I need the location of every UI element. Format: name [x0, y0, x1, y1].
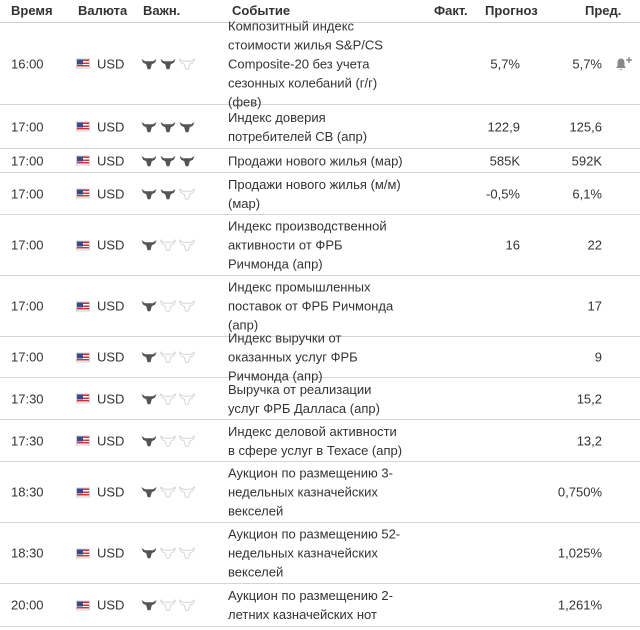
currency-cell	[76, 119, 124, 134]
bull-icon-filled	[141, 547, 157, 559]
event-name[interactable]: Продажи нового жилья (м/м) (мар)	[228, 176, 401, 211]
bull-icon-filled	[141, 393, 157, 405]
currency-cell	[76, 238, 124, 253]
forecast-value: 5,7%	[490, 56, 520, 71]
importance-rating	[141, 486, 195, 498]
currency-code: USD	[97, 391, 125, 406]
currency-code: USD	[97, 56, 125, 71]
bull-icon-filled	[141, 155, 157, 167]
table-row[interactable]	[0, 584, 640, 627]
bull-icon-empty	[179, 188, 195, 200]
event-time: 18:30	[11, 484, 44, 500]
event-name[interactable]: Индекс доверия потребителей CB (апр)	[228, 109, 368, 144]
event-rows	[0, 18, 640, 627]
previous-value: 125,6	[569, 119, 602, 134]
bull-icon-empty	[179, 435, 195, 447]
bull-icon-empty	[160, 599, 176, 611]
us-flag-icon	[76, 59, 90, 69]
us-flag-icon	[76, 301, 90, 311]
event-time: 16:00	[11, 56, 44, 71]
bull-icon-filled	[160, 121, 176, 133]
importance-rating	[141, 58, 195, 70]
previous-value: 1,261%	[557, 597, 602, 613]
event-name[interactable]: Индекс промышленных поставок от ФРБ Ричмонда (апр)	[228, 279, 394, 333]
table-row[interactable]	[0, 173, 640, 215]
previous-value: 15,2	[576, 391, 602, 406]
currency-code: USD	[97, 186, 125, 201]
forecast-value: 585K	[489, 153, 520, 168]
bull-icon-empty	[160, 393, 176, 405]
previous-value: 9	[594, 349, 602, 365]
importance-rating	[141, 155, 195, 167]
event-name[interactable]: Продажи нового жилья (мар)	[228, 153, 403, 168]
bull-icon-empty	[179, 351, 195, 363]
table-row[interactable]	[0, 378, 640, 420]
previous-value: 5,7%	[572, 56, 602, 71]
forecast-value: 16	[505, 237, 520, 253]
importance-rating	[141, 121, 195, 133]
currency-code: USD	[97, 597, 125, 613]
bull-icon-empty	[160, 547, 176, 559]
currency-code: USD	[97, 153, 125, 168]
currency-cell	[76, 299, 124, 314]
column-header-previous[interactable]: Пред.	[585, 3, 622, 18]
table-row[interactable]	[0, 105, 640, 149]
forecast-value: -0,5%	[486, 186, 520, 201]
bull-icon-empty	[160, 486, 176, 498]
event-time: 17:30	[11, 433, 44, 448]
currency-code: USD	[97, 433, 125, 448]
bull-icon-filled	[141, 435, 157, 447]
bull-icon-filled	[141, 300, 157, 312]
event-name[interactable]: Аукцион по размещению 2-летних казначейских нот	[228, 588, 393, 622]
bull-icon-filled	[160, 188, 176, 200]
bull-icon-empty	[179, 547, 195, 559]
bull-icon-empty	[160, 239, 176, 251]
us-flag-icon	[76, 548, 90, 558]
table-row[interactable]	[0, 18, 640, 109]
bull-icon-filled	[141, 58, 157, 70]
add-alert-bell-icon[interactable]	[615, 56, 633, 72]
event-time: 17:00	[11, 237, 44, 253]
column-header-forecast[interactable]: Прогноз	[485, 3, 538, 18]
alert-button[interactable]	[615, 56, 633, 72]
bull-icon-empty	[160, 300, 176, 312]
bull-icon-empty	[179, 599, 195, 611]
currency-cell	[76, 153, 124, 168]
bull-icon-empty	[179, 239, 195, 251]
previous-value: 13,2	[576, 433, 602, 448]
currency-cell	[76, 56, 124, 71]
event-time: 17:30	[11, 391, 44, 406]
column-header-importance[interactable]: Важн.	[143, 3, 181, 18]
bull-icon-empty	[179, 300, 195, 312]
bull-icon-empty	[179, 393, 195, 405]
currency-code: USD	[97, 119, 125, 134]
column-header-actual[interactable]: Факт.	[434, 3, 468, 18]
us-flag-icon	[76, 189, 90, 199]
event-name[interactable]: Аукцион по размещению 3-недельных казначейских векселей	[228, 465, 393, 519]
event-name[interactable]: Композитный индекс стоимости жилья S&P/CS Composite-20 без учета сезонных колебаний (г/г) (фев)	[228, 18, 383, 109]
event-name[interactable]: Индекс производственной активности от ФРБ Ричмонда (апр)	[228, 218, 387, 272]
us-flag-icon	[76, 352, 90, 362]
bull-icon-empty	[160, 435, 176, 447]
bull-icon-filled	[141, 351, 157, 363]
currency-code: USD	[97, 349, 125, 365]
column-header-event[interactable]: Событие	[232, 3, 291, 18]
event-name[interactable]: Индекс выручки от оказанных услуг ФРБ Ричмонда (апр)	[228, 330, 358, 384]
previous-value: 17	[587, 298, 602, 314]
currency-cell	[76, 433, 124, 448]
bull-icon-filled	[160, 155, 176, 167]
bull-icon-filled	[141, 121, 157, 133]
bull-icon-filled	[141, 188, 157, 200]
currency-cell	[76, 485, 124, 500]
bull-icon-filled	[179, 121, 195, 133]
event-time: 18:30	[11, 545, 44, 561]
bull-icon-empty	[179, 58, 195, 70]
importance-rating	[141, 188, 195, 200]
table-row[interactable]	[0, 149, 640, 173]
bull-icon-filled	[141, 239, 157, 251]
us-flag-icon	[76, 122, 90, 132]
previous-value: 1,025%	[557, 545, 602, 561]
column-header-time[interactable]: Время	[11, 3, 53, 18]
table-row[interactable]	[0, 420, 640, 462]
bull-icon-empty	[160, 351, 176, 363]
currency-cell	[76, 186, 124, 201]
event-time: 17:00	[11, 119, 44, 134]
currency-code: USD	[97, 237, 125, 253]
event-time: 20:00	[11, 597, 44, 613]
table-row[interactable]	[0, 330, 640, 384]
table-row[interactable]	[0, 215, 640, 276]
importance-rating	[141, 351, 195, 363]
event-time: 17:00	[11, 349, 44, 365]
currency-cell	[76, 391, 124, 406]
bull-icon-filled	[141, 486, 157, 498]
event-name[interactable]: Аукцион по размещению 52-недельных казначейских векселей	[228, 526, 401, 580]
us-flag-icon	[76, 394, 90, 404]
currency-cell	[76, 350, 124, 365]
previous-value: 22	[587, 237, 602, 253]
previous-value: 6,1%	[572, 186, 602, 201]
bull-icon-filled	[141, 599, 157, 611]
currency-cell	[76, 546, 124, 561]
event-time: 17:00	[11, 298, 44, 314]
importance-rating	[141, 393, 195, 405]
currency-code: USD	[97, 298, 125, 314]
us-flag-icon	[76, 436, 90, 446]
previous-value: 0,750%	[557, 484, 602, 500]
bull-icon-empty	[179, 486, 195, 498]
event-name[interactable]: Выручка от реализации услуг ФРБ Далласа (апр)	[228, 381, 380, 416]
us-flag-icon	[76, 240, 90, 250]
event-time: 17:00	[11, 153, 44, 168]
bull-icon-filled	[160, 58, 176, 70]
us-flag-icon	[76, 487, 90, 497]
importance-rating	[141, 239, 195, 251]
importance-rating	[141, 435, 195, 447]
us-flag-icon	[76, 600, 90, 610]
forecast-value: 122,9	[487, 119, 520, 134]
currency-code: USD	[97, 545, 125, 561]
event-name[interactable]: Индекс деловой активности в сфере услуг в Техасе (апр)	[228, 423, 403, 458]
currency-code: USD	[97, 484, 125, 500]
us-flag-icon	[76, 156, 90, 166]
bull-icon-filled	[179, 155, 195, 167]
column-header-currency[interactable]: Валюта	[78, 3, 128, 18]
importance-rating	[141, 599, 195, 611]
importance-rating	[141, 300, 195, 312]
previous-value: 592K	[571, 153, 602, 168]
currency-cell	[76, 598, 124, 613]
table-row[interactable]	[0, 462, 640, 523]
event-time: 17:00	[11, 186, 44, 201]
importance-rating	[141, 547, 195, 559]
table-row[interactable]	[0, 523, 640, 584]
